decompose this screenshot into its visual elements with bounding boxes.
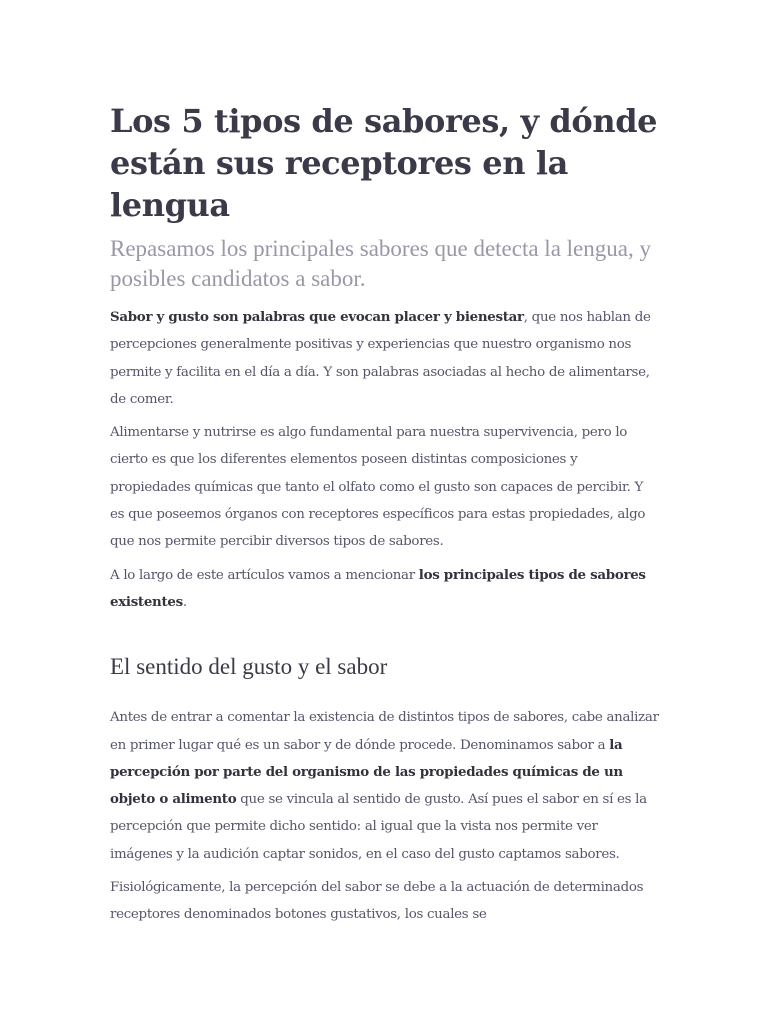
paragraph-intro bbox=[110, 304, 660, 413]
paragraph-taste-definition-start: Antes de entrar a comentar la existencia de distintos tipos de sabores, cabe analizar en primer lugar qué es un sabor y de dónde procede. Denominamos sabor a bbox=[110, 710, 659, 753]
article-subtitle: Repasamos los principales sabores que detecta la lengua, y posibles candidatos a sabor. bbox=[110, 236, 651, 291]
paragraph-intro-bold: Sabor y gusto son palabras que evocan placer y bienestar bbox=[110, 309, 524, 325]
paragraph-overview-end: . bbox=[182, 594, 187, 610]
paragraph-nutrition: Alimentarse y nutrirse es algo fundamental para nuestra supervivencia, pero lo cierto es que los diferentes elementos poseen distintas composiciones y propiedades químicas que tanto el olfato como el gusto son capaces de percibir. Y es que poseemos órganos con receptores específicos para estas propiedades, algo que nos permite percibir diversos tipos de sabores. bbox=[110, 425, 646, 550]
paragraph-overview-bold: los principales tipos de sabores existentes bbox=[110, 566, 646, 610]
section-heading: El sentido del gusto y el sabor bbox=[110, 654, 388, 680]
paragraph-physiology: Fisiológicamente, la percepción del sabor se debe a la actuación de determinados receptores denominados botones gustativos, los cuales se bbox=[110, 880, 644, 923]
paragraph-taste-definition-end: que se vincula al sentido de gusto. Así pues el sabor en sí es la percepción que permite dicho sentido: al igual que la vista nos permite ver imágenes y la audición captar sonidos, en el caso del gusto captamos sabores. bbox=[110, 792, 647, 862]
article bbox=[110, 100, 660, 929]
article-title: Los 5 tipos de sabores, y dónde están sus receptores en la lengua bbox=[110, 102, 658, 224]
paragraph-overview bbox=[110, 562, 660, 617]
paragraph-intro-rest: , que nos hablan de percepciones generalmente positivas y experiencias que nuestro organismo nos permite y facilita en el día a día. Y son palabras asociadas al hecho de alimentarse, de comer. bbox=[110, 310, 651, 407]
paragraph-overview-start: A lo largo de este artículos vamos a mencionar bbox=[110, 567, 419, 583]
paragraph-taste-definition-bold: la percepción por parte del organismo de las propiedades químicas de un objeto o alimento bbox=[110, 736, 623, 808]
paragraph-taste-definition bbox=[110, 704, 660, 868]
